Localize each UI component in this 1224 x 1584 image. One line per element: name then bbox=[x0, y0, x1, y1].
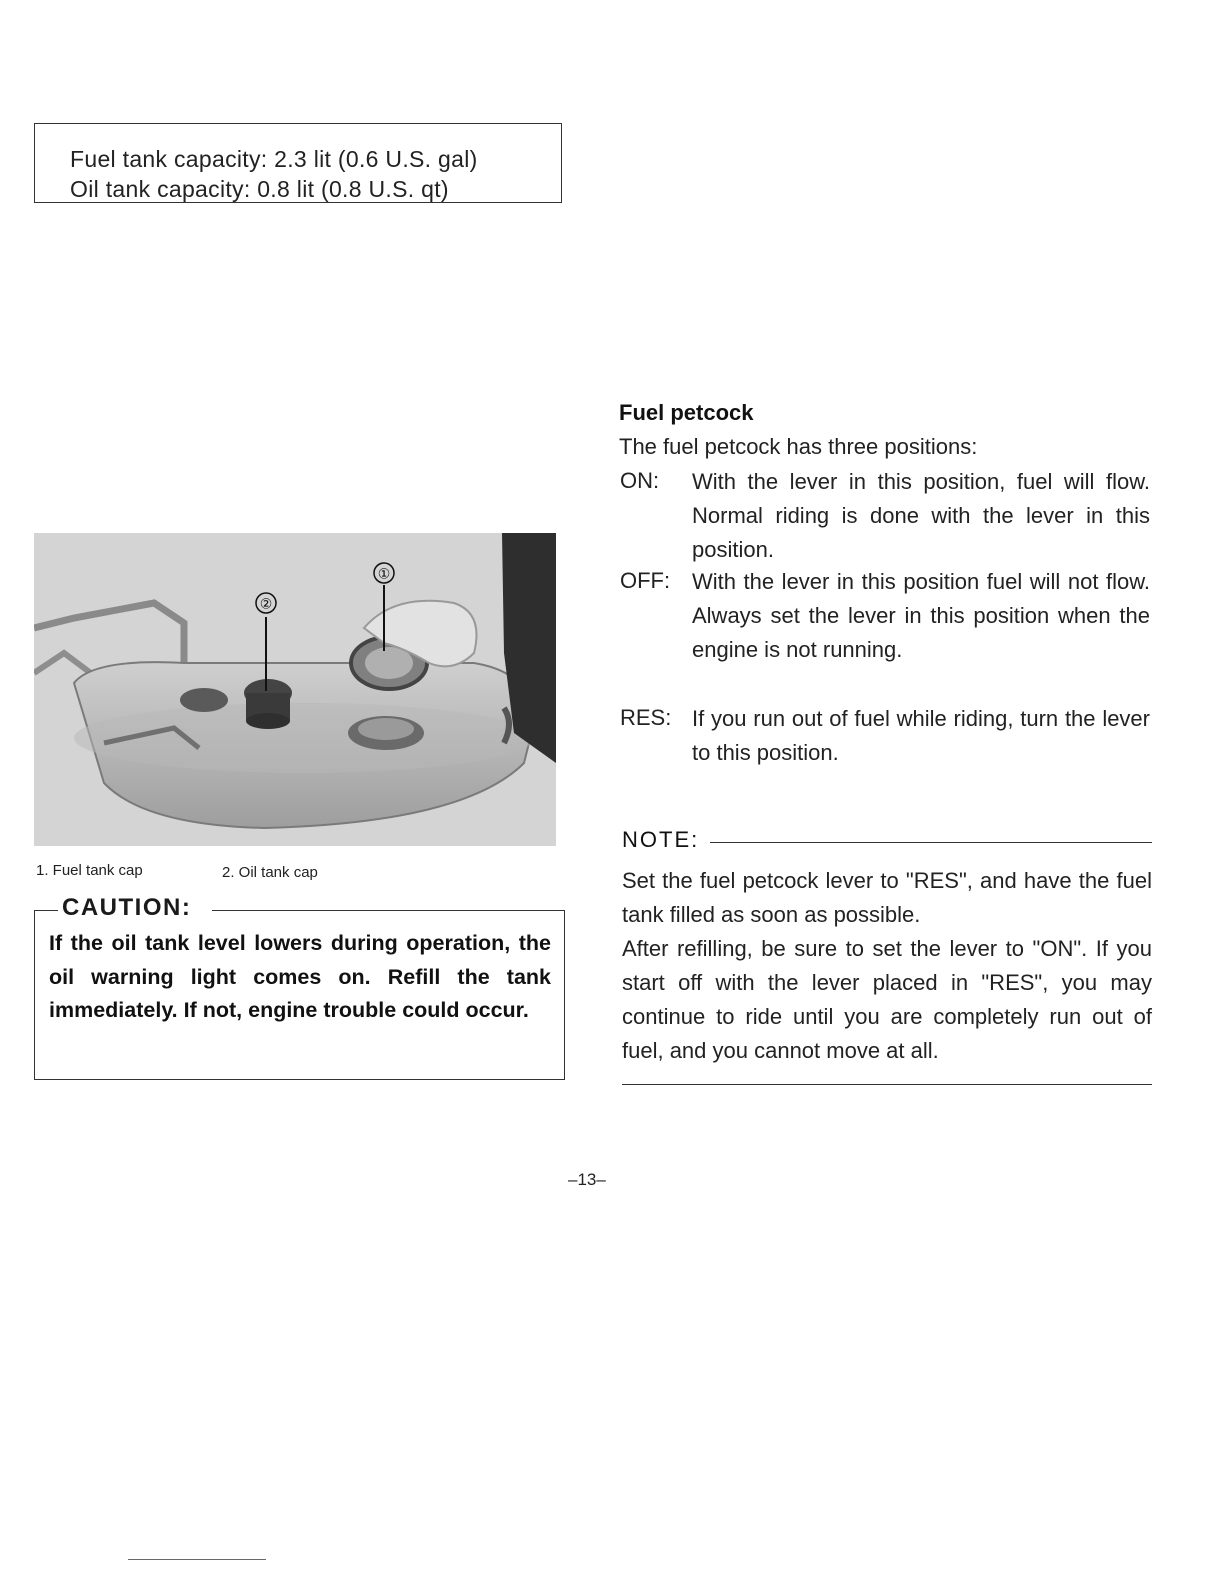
position-off-description: With the lever in this position fuel will not flow. Always set the lever in this position when the engine is not running. bbox=[692, 569, 1150, 662]
capacity-box bbox=[34, 123, 562, 203]
page-number: –13– bbox=[568, 1170, 606, 1189]
caption-oil-tank-cap: 2. Oil tank cap bbox=[222, 864, 318, 881]
position-off-term: OFF: bbox=[620, 568, 671, 593]
footer-link-underline bbox=[128, 1559, 266, 1560]
position-res-description: If you run out of fuel while riding, turn the lever to this position. bbox=[692, 706, 1150, 765]
callout-1: ① bbox=[377, 565, 391, 582]
note-bottom-rule bbox=[622, 1084, 1152, 1085]
position-on-description: With the lever in this position, fuel will flow. Normal riding is done with the lever in this position. bbox=[692, 469, 1150, 562]
oil-tank-capacity: Oil tank capacity: 0.8 lit (0.8 U.S. qt) bbox=[70, 176, 449, 202]
note-heading: NOTE: bbox=[622, 827, 700, 852]
note-paragraph-1: Set the fuel petcock lever to "RES", and have the fuel tank filled as soon as possible. bbox=[622, 868, 1152, 927]
fuel-tank-capacity: Fuel tank capacity: 2.3 lit (0.6 U.S. gal) bbox=[70, 146, 478, 172]
position-res-term: RES: bbox=[620, 705, 672, 730]
caution-text: If the oil tank level lowers during operation, the oil warning light comes on. Refill the tank immediately. If not, engine trouble could occur. bbox=[49, 931, 551, 1022]
fuel-petcock-intro: The fuel petcock has three positions: bbox=[619, 434, 978, 459]
note-text bbox=[622, 830, 1152, 1068]
fuel-petcock-heading: Fuel petcock bbox=[619, 400, 754, 425]
caution-box-top-left-rule bbox=[34, 910, 58, 911]
caution-heading-rule bbox=[212, 910, 565, 911]
caption-fuel-tank-cap: 1. Fuel tank cap bbox=[36, 862, 143, 879]
position-on-term: ON: bbox=[620, 468, 660, 493]
caution-heading: CAUTION: bbox=[62, 894, 195, 922]
note-paragraph-2: After refilling, be sure to set the lever to "ON". If you start off with the lever placed in "RES", you may continue to ride until you are completely run out of fuel, and you cannot move at all. bbox=[622, 936, 1152, 1063]
fuel-oil-tank-photo bbox=[34, 533, 556, 846]
callout-2: ② bbox=[259, 595, 273, 612]
tank-illustration bbox=[34, 533, 556, 846]
